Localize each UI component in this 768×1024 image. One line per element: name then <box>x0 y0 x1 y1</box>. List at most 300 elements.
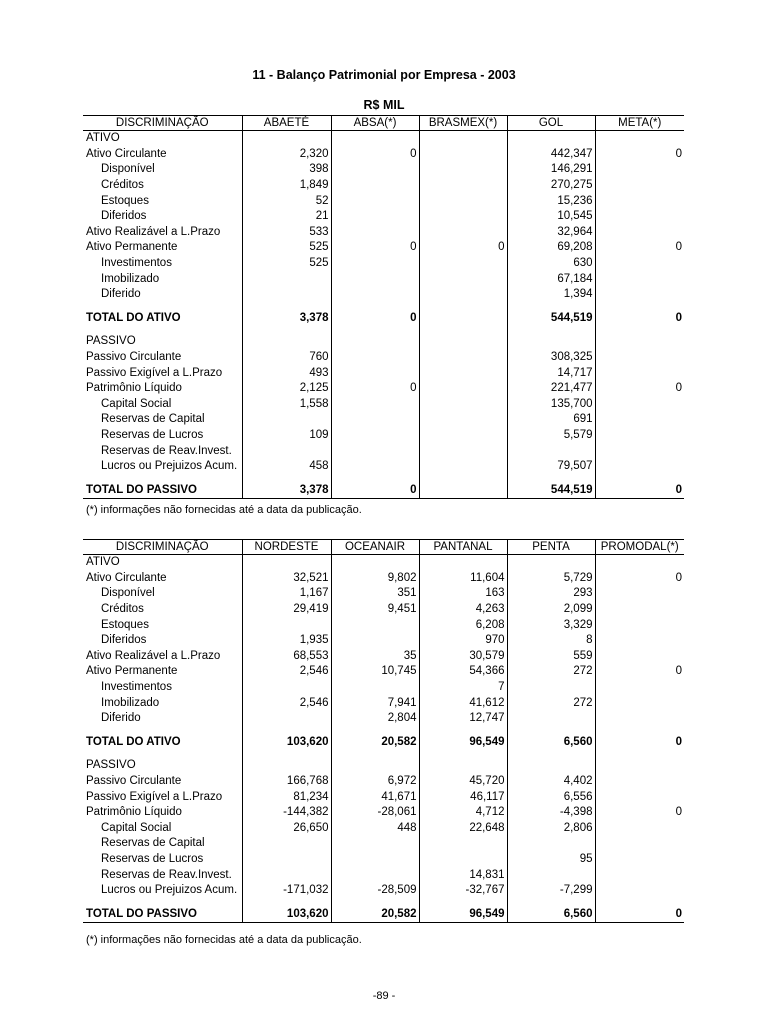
row-label: Ativo Circulante <box>86 147 167 160</box>
table-row <box>83 711 684 727</box>
table-row <box>83 225 684 241</box>
header-discriminacao: DISCRIMINAÇÃO <box>83 540 242 555</box>
cell-value <box>419 852 507 868</box>
cell-value <box>507 867 595 883</box>
table-row <box>83 209 684 225</box>
cell-value <box>242 131 331 147</box>
cell-value: 0 <box>595 311 684 327</box>
row-label: PASSIVO <box>86 335 136 348</box>
row-label: TOTAL DO PASSIVO <box>83 906 242 922</box>
row-label: PASSIVO <box>86 759 136 772</box>
cell-value: 630 <box>507 256 595 272</box>
cell-value <box>507 334 595 350</box>
table-row <box>83 350 684 366</box>
row-label: TOTAL DO ATIVO <box>86 311 181 324</box>
table-row <box>83 428 684 444</box>
row-label: ATIVO <box>86 132 120 145</box>
cell-value <box>419 482 507 498</box>
cell-value: 0 <box>595 240 684 256</box>
row-label: Créditos <box>101 179 144 192</box>
row-label: Passivo Exigível a L.Prazo <box>86 366 223 379</box>
cell-value: 52 <box>242 193 331 209</box>
row-label: Diferido <box>101 288 141 301</box>
header-company: PENTA <box>507 540 595 555</box>
cell-value: 54,366 <box>419 664 507 680</box>
cell-value: 3,378 <box>242 311 331 327</box>
cell-value: 559 <box>507 649 595 665</box>
cell-value <box>595 225 684 241</box>
cell-value: 533 <box>242 225 331 241</box>
table-row <box>83 131 684 147</box>
cell-value <box>595 774 684 790</box>
cell-value <box>331 412 419 428</box>
row-label: Reservas de Reav.Invest. <box>101 868 232 881</box>
cell-value: 4,402 <box>507 774 595 790</box>
cell-value <box>419 397 507 413</box>
row-label: Diferidos <box>101 210 147 223</box>
cell-value <box>595 695 684 711</box>
cell-value: 1,935 <box>242 633 331 649</box>
cell-value: 544,519 <box>507 311 595 327</box>
row-label: Reservas de Lucros <box>101 428 204 441</box>
cell-value: 2,804 <box>331 711 419 727</box>
row-label: ATIVO <box>86 556 120 569</box>
table-row <box>83 821 684 837</box>
cell-value: 0 <box>595 482 684 498</box>
cell-value: 14,831 <box>419 867 507 883</box>
cell-value <box>419 162 507 178</box>
header-company: PROMODAL(*) <box>595 540 684 555</box>
cell-value: 163 <box>419 586 507 602</box>
cell-value <box>595 586 684 602</box>
cell-value: 0 <box>331 147 419 163</box>
cell-value <box>419 147 507 163</box>
table-body <box>83 116 684 499</box>
cell-value: 0 <box>595 381 684 397</box>
row-label: Ativo Realizável a L.Prazo <box>86 225 221 238</box>
cell-value <box>595 397 684 413</box>
table-row <box>83 443 684 459</box>
table-row <box>83 571 684 587</box>
row-label: Diferidos <box>101 634 147 647</box>
cell-value <box>595 789 684 805</box>
cell-value: 0 <box>331 240 419 256</box>
table-row <box>83 412 684 428</box>
cell-value <box>331 287 419 303</box>
cell-value: 272 <box>507 664 595 680</box>
table-row <box>83 602 684 618</box>
cell-value <box>419 428 507 444</box>
table-row <box>83 633 684 649</box>
cell-value: 448 <box>331 821 419 837</box>
row-label: TOTAL DO PASSIVO <box>83 482 242 498</box>
row-label: Reservas de Capital <box>101 837 205 850</box>
cell-value: 0 <box>595 664 684 680</box>
cell-value: 2,099 <box>507 602 595 618</box>
cell-value <box>595 821 684 837</box>
cell-value <box>507 680 595 696</box>
cell-value <box>331 443 419 459</box>
cell-value <box>242 287 331 303</box>
header-company: OCEANAIR <box>331 540 419 555</box>
cell-value <box>242 617 331 633</box>
cell-value <box>595 867 684 883</box>
row-label: TOTAL DO ATIVO <box>86 735 181 748</box>
table-row <box>83 649 684 665</box>
cell-value <box>331 680 419 696</box>
cell-value: 442,347 <box>507 147 595 163</box>
cell-value: 2,320 <box>242 147 331 163</box>
row-label: Ativo Realizável a L.Prazo <box>86 649 221 662</box>
cell-value <box>595 162 684 178</box>
row-label: Disponível <box>101 163 155 176</box>
table-body <box>83 540 684 923</box>
cell-value <box>595 459 684 475</box>
row-label: Imobilizado <box>101 696 160 709</box>
cell-value <box>419 311 507 327</box>
currency-unit: R$ MIL <box>363 98 405 112</box>
cell-value: 10,545 <box>507 209 595 225</box>
row-label: Investimentos <box>101 257 172 270</box>
table-row <box>83 240 684 256</box>
cell-value <box>419 443 507 459</box>
cell-value: 970 <box>419 633 507 649</box>
cell-value <box>595 131 684 147</box>
cell-value <box>242 412 331 428</box>
cell-value: 109 <box>242 428 331 444</box>
cell-value: 221,477 <box>507 381 595 397</box>
header-discriminacao: DISCRIMINAÇÃO <box>83 116 242 131</box>
header-company: BRASMEX(*) <box>419 116 507 131</box>
cell-value: 6,208 <box>419 617 507 633</box>
cell-value: 22,648 <box>419 821 507 837</box>
table-row <box>83 193 684 209</box>
cell-value: 95 <box>507 852 595 868</box>
cell-value: 458 <box>242 459 331 475</box>
cell-value <box>595 633 684 649</box>
cell-value <box>331 459 419 475</box>
row-label: Capital Social <box>101 821 172 834</box>
spacer-row <box>83 303 684 311</box>
cell-value: 2,546 <box>242 695 331 711</box>
cell-value: -4,398 <box>507 805 595 821</box>
cell-value: 4,712 <box>419 805 507 821</box>
table-row <box>83 883 684 899</box>
cell-value: 760 <box>242 350 331 366</box>
cell-value: 20,582 <box>331 735 419 751</box>
cell-value <box>419 412 507 428</box>
row-label: Diferido <box>101 712 141 725</box>
cell-value: 2,806 <box>507 821 595 837</box>
cell-value: 0 <box>595 147 684 163</box>
cell-value <box>242 555 331 571</box>
cell-value: 11,604 <box>419 571 507 587</box>
cell-value: 14,717 <box>507 365 595 381</box>
cell-value <box>242 680 331 696</box>
cell-value <box>507 131 595 147</box>
table-row <box>83 381 684 397</box>
table-row <box>83 774 684 790</box>
cell-value: 308,325 <box>507 350 595 366</box>
cell-value: 6,560 <box>507 735 595 751</box>
cell-value <box>242 334 331 350</box>
cell-value <box>595 852 684 868</box>
cell-value <box>595 365 684 381</box>
cell-value <box>331 758 419 774</box>
cell-value <box>595 412 684 428</box>
table-row <box>83 695 684 711</box>
cell-value <box>242 271 331 287</box>
cell-value: 41,612 <box>419 695 507 711</box>
cell-value: 79,507 <box>507 459 595 475</box>
table-row <box>83 271 684 287</box>
cell-value: 2,546 <box>242 664 331 680</box>
cell-value: 398 <box>242 162 331 178</box>
cell-value: 21 <box>242 209 331 225</box>
cell-value <box>595 680 684 696</box>
cell-value: 351 <box>331 586 419 602</box>
cell-value: 0 <box>595 906 684 922</box>
balance-table-1 <box>83 115 684 499</box>
cell-value: 4,263 <box>419 602 507 618</box>
header-company: GOL <box>507 116 595 131</box>
cell-value: 493 <box>242 365 331 381</box>
cell-value <box>595 178 684 194</box>
cell-value <box>419 350 507 366</box>
row-label: Estoques <box>101 618 149 631</box>
cell-value <box>419 555 507 571</box>
cell-value: 5,579 <box>507 428 595 444</box>
cell-value: 9,451 <box>331 602 419 618</box>
cell-value <box>507 836 595 852</box>
cell-value <box>331 852 419 868</box>
cell-value <box>507 555 595 571</box>
cell-value: 2,125 <box>242 381 331 397</box>
table-row <box>83 680 684 696</box>
cell-value: 103,620 <box>242 735 331 751</box>
row-label: Passivo Circulante <box>86 351 182 364</box>
cell-value: -144,382 <box>242 805 331 821</box>
table-row <box>83 482 684 498</box>
row-label: Reservas de Capital <box>101 413 205 426</box>
table-row <box>83 617 684 633</box>
cell-value: 0 <box>331 311 419 327</box>
header-row <box>83 116 684 131</box>
cell-value <box>595 617 684 633</box>
row-label: Lucros ou Prejuizos Acum. <box>101 460 238 473</box>
cell-value <box>331 178 419 194</box>
cell-value: 0 <box>595 735 684 751</box>
cell-value: 270,275 <box>507 178 595 194</box>
cell-value: 544,519 <box>507 482 595 498</box>
header-row <box>83 540 684 555</box>
row-label: Reservas de Reav.Invest. <box>101 444 232 457</box>
cell-value <box>595 649 684 665</box>
table-row <box>83 334 684 350</box>
header-company: PANTANAL <box>419 540 507 555</box>
cell-value: -32,767 <box>419 883 507 899</box>
cell-value: 7 <box>419 680 507 696</box>
cell-value: 1,558 <box>242 397 331 413</box>
header-company: ABAETÉ <box>242 116 331 131</box>
cell-value <box>595 602 684 618</box>
table-row <box>83 365 684 381</box>
cell-value: 7,941 <box>331 695 419 711</box>
cell-value: 525 <box>242 256 331 272</box>
row-label: Lucros ou Prejuizos Acum. <box>101 884 238 897</box>
table-row <box>83 906 684 922</box>
cell-value: 0 <box>331 482 419 498</box>
cell-value: 6,556 <box>507 789 595 805</box>
table-row <box>83 459 684 475</box>
table-row <box>83 162 684 178</box>
table-row <box>83 586 684 602</box>
row-label: Patrimônio Líquido <box>86 806 182 819</box>
cell-value: 0 <box>595 571 684 587</box>
spacer-row <box>83 750 684 758</box>
table-row <box>83 397 684 413</box>
table-row <box>83 867 684 883</box>
table-row <box>83 256 684 272</box>
cell-value <box>419 271 507 287</box>
row-label: Capital Social <box>101 397 172 410</box>
cell-value <box>419 287 507 303</box>
table-row <box>83 147 684 163</box>
cell-value <box>595 428 684 444</box>
cell-value <box>242 867 331 883</box>
cell-value: 32,521 <box>242 571 331 587</box>
cell-value: 6,972 <box>331 774 419 790</box>
cell-value <box>331 617 419 633</box>
page-number: -89 - <box>372 990 396 1002</box>
cell-value: 96,549 <box>419 906 507 922</box>
row-label: Ativo Circulante <box>86 571 167 584</box>
cell-value <box>507 443 595 459</box>
cell-value: 1,849 <box>242 178 331 194</box>
cell-value: 15,236 <box>507 193 595 209</box>
cell-value: -28,061 <box>331 805 419 821</box>
cell-value: 525 <box>242 240 331 256</box>
cell-value <box>595 209 684 225</box>
row-label: Disponível <box>101 587 155 600</box>
cell-value <box>331 397 419 413</box>
balance-table-2 <box>83 539 684 923</box>
spacer-row <box>83 326 684 334</box>
cell-value: 29,419 <box>242 602 331 618</box>
cell-value <box>595 836 684 852</box>
cell-value <box>419 225 507 241</box>
cell-value <box>331 867 419 883</box>
footnote-1: (*) informações não fornecidas até a data da publicação. <box>86 504 362 516</box>
cell-value: 3,329 <box>507 617 595 633</box>
header-company: NORDESTE <box>242 540 331 555</box>
table-row <box>83 664 684 680</box>
cell-value <box>419 334 507 350</box>
row-label: Ativo Permanente <box>86 665 178 678</box>
cell-value <box>595 758 684 774</box>
cell-value: 1,394 <box>507 287 595 303</box>
cell-value: 26,650 <box>242 821 331 837</box>
cell-value: 6,560 <box>507 906 595 922</box>
cell-value <box>419 256 507 272</box>
cell-value <box>331 225 419 241</box>
row-label: Investimentos <box>101 681 172 694</box>
cell-value: 0 <box>419 240 507 256</box>
row-label: Passivo Circulante <box>86 775 182 788</box>
cell-value: 41,671 <box>331 789 419 805</box>
cell-value <box>242 836 331 852</box>
row-label: Estoques <box>101 194 149 207</box>
cell-value: -28,509 <box>331 883 419 899</box>
row-label: Ativo Permanente <box>86 241 178 254</box>
cell-value <box>507 711 595 727</box>
spacer-row <box>83 898 684 906</box>
cell-value <box>595 711 684 727</box>
cell-value <box>419 209 507 225</box>
cell-value <box>419 193 507 209</box>
cell-value <box>242 758 331 774</box>
table-row <box>83 836 684 852</box>
cell-value: 0 <box>595 805 684 821</box>
cell-value: 3,378 <box>242 482 331 498</box>
cell-value: 293 <box>507 586 595 602</box>
cell-value: 103,620 <box>242 906 331 922</box>
cell-value <box>331 271 419 287</box>
cell-value: 135,700 <box>507 397 595 413</box>
cell-value: -7,299 <box>507 883 595 899</box>
cell-value: 166,768 <box>242 774 331 790</box>
cell-value: 81,234 <box>242 789 331 805</box>
cell-value: 0 <box>331 381 419 397</box>
row-label: Patrimônio Líquido <box>86 382 182 395</box>
cell-value <box>595 443 684 459</box>
cell-value <box>595 287 684 303</box>
footnote-2: (*) informações não fornecidas até a data da publicação. <box>86 934 362 946</box>
header-company: META(*) <box>595 116 684 131</box>
cell-value <box>331 162 419 178</box>
cell-value: 5,729 <box>507 571 595 587</box>
cell-value: 9,802 <box>331 571 419 587</box>
cell-value: 69,208 <box>507 240 595 256</box>
cell-value: 1,167 <box>242 586 331 602</box>
table-row <box>83 805 684 821</box>
cell-value <box>331 193 419 209</box>
cell-value <box>419 381 507 397</box>
cell-value: 32,964 <box>507 225 595 241</box>
cell-value: 272 <box>507 695 595 711</box>
page-title: 11 - Balanço Patrimonial por Empresa - 2003 <box>252 68 516 82</box>
cell-value: 67,184 <box>507 271 595 287</box>
cell-value <box>331 350 419 366</box>
cell-value <box>419 365 507 381</box>
cell-value <box>595 883 684 899</box>
cell-value: 45,720 <box>419 774 507 790</box>
cell-value <box>242 711 331 727</box>
cell-value <box>595 271 684 287</box>
spacer-row <box>83 474 684 482</box>
cell-value <box>331 209 419 225</box>
table-row <box>83 555 684 571</box>
cell-value: 96,549 <box>419 735 507 751</box>
row-label: Passivo Exigível a L.Prazo <box>86 790 223 803</box>
cell-value <box>242 443 331 459</box>
row-label: Reservas de Lucros <box>101 852 204 865</box>
cell-value <box>331 365 419 381</box>
table-row <box>83 852 684 868</box>
cell-value <box>595 350 684 366</box>
cell-value: 146,291 <box>507 162 595 178</box>
cell-value: 12,747 <box>419 711 507 727</box>
